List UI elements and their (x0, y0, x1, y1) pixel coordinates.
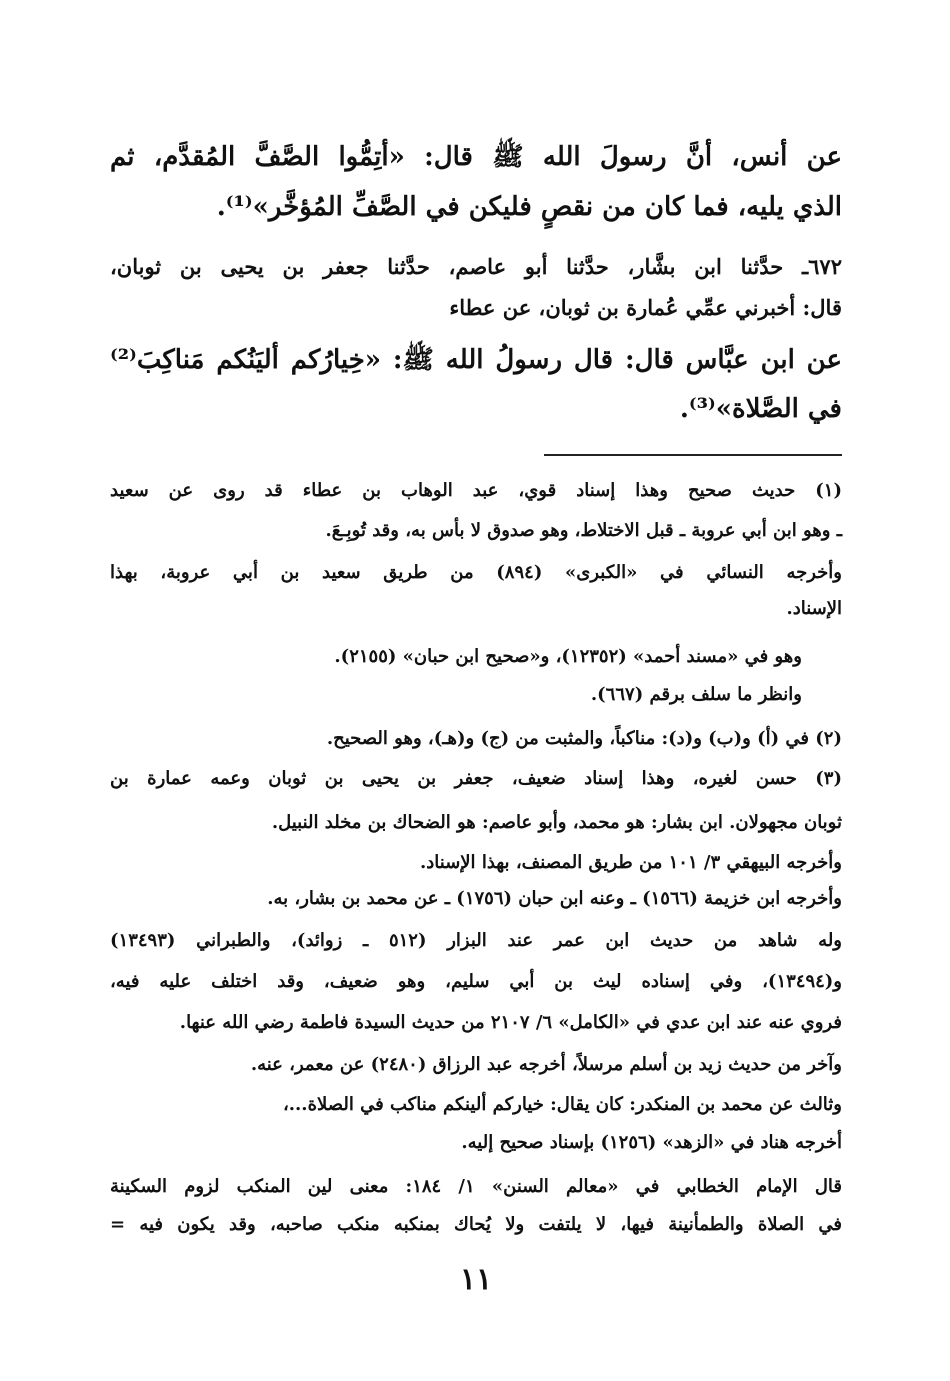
main-text-line-2: الذي يليه، فما كان من نقصٍ فليكن في الصَّفِّ المُؤخَّر»⁽¹⁾. (216, 192, 842, 222)
footnote-line-16: وثالث عن محمد بن المنكدر: كان يقال: خياركم ألينكم مناكب في الصلاة...، (282, 1094, 842, 1115)
footnote-line-5: وهو في «مسند أحمد» (١٢٣٥٢)، و«صحيح ابن حبان» (٢١٥٥). (334, 646, 802, 667)
footnote-line-17: أخرجه هناد في «الزهد» (١٢٥٦) بإسناد صحيح إليه. (461, 1132, 842, 1153)
footnote-line-19: في الصلاة والطمأنينة فيها، لا يلتفت ولا يُحاك بمنكبه منكب صاحبه، وقد يكون فيه = (110, 1214, 842, 1235)
footnote-line-7: (٢) في (أ) و(ب) و(د): مناكباً، والمثبت من (ج) و(هـ)، وهو الصحيح. (326, 728, 842, 749)
footnote-line-3: وأخرجه النسائي في «الكبرى» (٨٩٤) من طريق سعيد بن أبي عروبة، بهذا (110, 562, 842, 583)
footnote-line-11: وأخرجه ابن خزيمة (١٥٦٦) ـ وعنه ابن حبان (١٧٥٦) ـ عن محمد بن بشار، به. (267, 888, 842, 909)
footnote-line-2: ـ وهو ابن أبي عروبة ـ قبل الاختلاط، وهو صدوق لا بأس به، وقد تُوبِـعَ. (325, 520, 842, 541)
footnote-line-6: وانظر ما سلف برقم (٦٦٧). (590, 684, 802, 705)
book-page (110, 0, 842, 1381)
main-text-line-1: عن أنس، أنَّ رسولَ الله ﷺ قال: «أتِمُّوا الصَّفَّ المُقدَّم، ثم (110, 142, 842, 172)
footnote-line-1: (١) حديث صحيح وهذا إسناد قوي، عبد الوهاب بن عطاء قد روى عن سعيد (110, 480, 842, 501)
footnote-line-18: قال الإمام الخطابي في «معالم السنن» ١/ ١٨٤: معنى لين المنكب لزوم السكينة (110, 1176, 843, 1197)
footnote-line-8: (٣) حسن لغيره، وهذا إسناد ضعيف، جعفر بن يحيى بن ثوبان وعمه عمارة بن (110, 768, 842, 789)
footnote-line-4: الإسناد. (786, 598, 842, 619)
footnote-line-9: ثوبان مجهولان. ابن بشار: هو محمد، وأبو عاصم: هو الضحاك بن مخلد النبيل. (271, 812, 842, 833)
footnote-line-10: وأخرجه البيهقي ٣/ ١٠١ من طريق المصنف، بهذا الإسناد. (420, 852, 842, 873)
hadith-672-isnad-line-1: ٦٧٢ـ حدَّثنا ابن بشَّار، حدَّثنا أبو عاصم، حدَّثنا جعفر بن يحيى بن ثوبان، (110, 254, 842, 279)
hadith-672-isnad-line-2: قال: أخبرني عمِّي عُمارة بن ثوبان، عن عطاء (449, 295, 842, 320)
footnote-line-14: فروي عنه عند ابن عدي في «الكامل» ٦/ ٢١٠٧ من حديث السيدة فاطمة رضي الله عنها. (179, 1012, 842, 1033)
footnote-separator (544, 454, 842, 456)
footnote-line-13: و(١٣٤٩٤)، وفي إسناده ليث بن أبي سليم، وهو ضعيف، وقد اختلف عليه فيه، (110, 971, 842, 992)
footnote-line-15: وآخر من حديث زيد بن أسلم مرسلاً، أخرجه عبد الرزاق (٢٤٨٠) عن معمر، عنه. (250, 1054, 842, 1075)
hadith-672-matn-line-2: في الصَّلاة»⁽³⁾. (679, 394, 842, 424)
page-number: ١١ (459, 1262, 493, 1297)
footnote-line-12: وله شاهد من حديث ابن عمر عند البزار (٥١٢ ـ زوائد)، والطبراني (١٣٤٩٣) (110, 930, 842, 951)
hadith-672-matn-line-1: عن ابن عبَّاس قال: قال رسولُ الله ﷺ: «خِيارُكم أليَنُكم مَناكِبَ⁽²⁾ (110, 345, 842, 375)
